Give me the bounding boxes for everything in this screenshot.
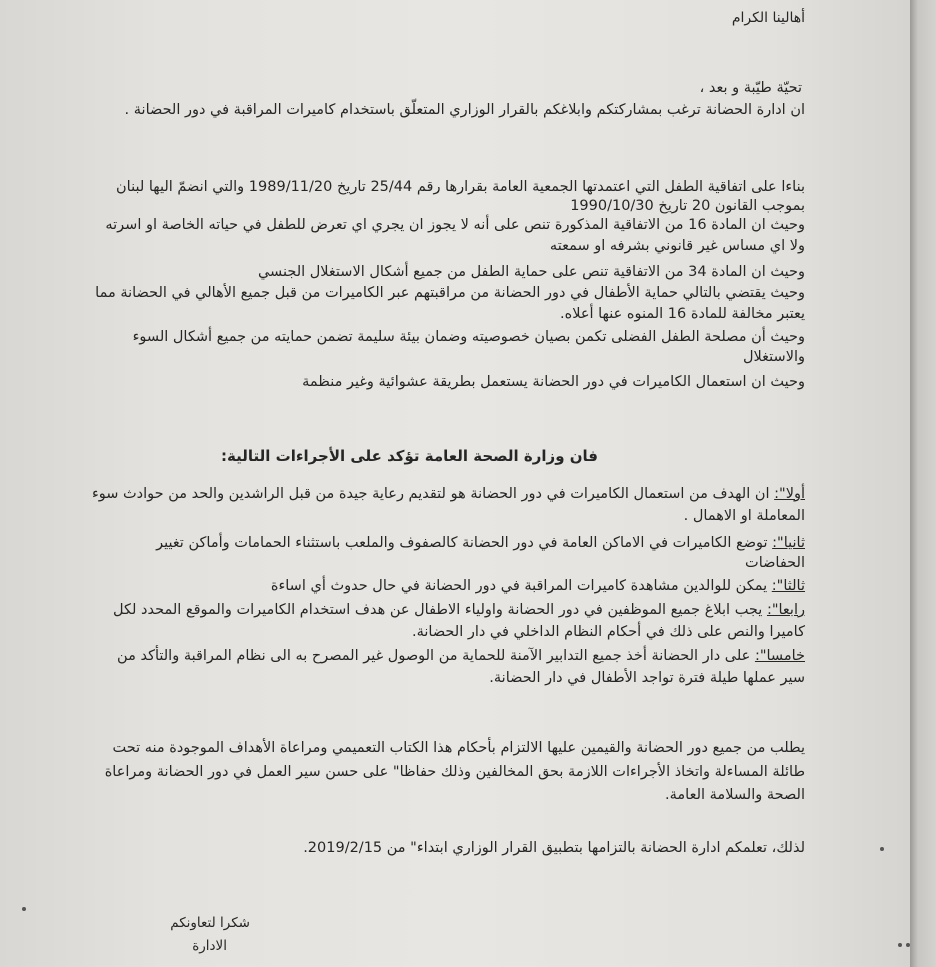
item-label: ثالثا": [771, 578, 805, 594]
item-4-cont: كاميرا والنص على ذلك في أحكام النظام الداخلي في دار الحضانة. [412, 624, 805, 640]
whereas-line: وحيث أن مصلحة الطفل الفضلى تكمن بصيان خصوصيته وضمان بيئة سليمة تضمن حمايته من جميع أشكال السوء [132, 329, 805, 345]
item-5-cont: سير عملها طيلة فترة تواجد الأطفال في دار الحضانة. [489, 670, 805, 686]
request-line: يطلب من جميع دور الحضانة والقيمين عليها الالتزام بأحكام هذا الكتاب التعميمي ومراعاة الأهداف الموجودة منه تحت [112, 740, 805, 756]
item-text: يمكن للوالدين مشاهدة كاميرات المراقبة في دور الحضانة في حال حدوث أي اساءة [270, 578, 768, 594]
item-label: خامسا": [754, 648, 805, 664]
whereas-line: بموجب القانون 20 تاريخ 1990/10/30 [570, 198, 805, 214]
item-text: توضع الكاميرات في الاماكن العامة في دور الحضانة كالصفوف والملعب باستثناء الحمامات وأماكن تغيير [156, 535, 768, 551]
whereas-line: وحيث ان المادة 16 من الاتفاقية المذكورة تنص على أنه لا يجوز ان يجري اي تعرض للطفل في حياته الخاصة او اسرته [105, 217, 805, 233]
item-2 [156, 533, 805, 553]
whereas-line: والاستغلال [742, 349, 805, 365]
signature-thanks: شكرا لتعاونكم [170, 915, 250, 931]
whereas-line: وحيث ان استعمال الكاميرات في دور الحضانة يستعمل بطريقة عشوائية وغير منظمة [302, 374, 805, 390]
item-2-cont: الحفاضات [745, 555, 805, 571]
greeting: أهالينا الكرام [731, 10, 805, 26]
intro-line: ان ادارة الحضانة ترغب بمشاركتكم وابلاغكم بالقرار الوزاري المتعلّق باستخدام كاميرات المراقبة في دور الحضانة . [124, 102, 805, 118]
item-text: ان الهدف من استعمال الكاميرات في دور الحضانة هو لتقديم رعاية جيدة من قبل الراشدين والحد من حوادث سوء [91, 486, 770, 502]
item-4 [113, 600, 805, 620]
page-speck [898, 943, 902, 947]
decision-heading: فان وزارة الصحة العامة تؤكد على الأجراءات التالية: [221, 447, 598, 465]
item-text: يجب ابلاغ جميع الموظفين في دور الحضانة واولياء الاطفال عن هدف استخدام الكاميرات والموقع المحدد لكل [113, 602, 763, 618]
signature-sender: الادارة [192, 938, 227, 954]
page-speck [22, 907, 26, 911]
page-speck [880, 847, 884, 851]
whereas-line: يعتبر مخالفة للمادة 16 المنوه عنها أعلاه. [559, 306, 805, 322]
item-1-cont: المعاملة او الاهمال . [683, 508, 805, 524]
conclusion: لذلك، تعلمكم ادارة الحضانة بالتزامها بتطبيق القرار الوزاري ابتداء" من 2019/2/15. [303, 840, 805, 856]
item-5 [117, 646, 805, 666]
item-text: على دار الحضانة أخذ جميع التدابير الآمنة للحماية من الوصول غير المصرح به الى نظام المراقبة والتأكد من [117, 648, 751, 664]
item-label: أولا": [774, 486, 805, 502]
paper-edge-shadow [910, 0, 936, 967]
salutation: تحيّة طيّبة و بعد ، [699, 80, 802, 96]
whereas-line: بناءا على اتفاقية الطفل التي اعتمدتها الجمعية العامة بقرارها رقم 25/44 تاريخ 1989/11/20 والتي انضمّ اليها لبنان [116, 179, 805, 195]
item-1 [92, 484, 805, 504]
item-3 [271, 576, 805, 596]
item-label: رابعا": [766, 602, 805, 618]
request-line: الصحة والسلامة العامة. [665, 787, 805, 803]
whereas-line: ولا اي مساس غير قانوني بشرفه او سمعته [549, 238, 805, 254]
whereas-line: وحيث ان المادة 34 من الاتفاقية تنص على حماية الطفل من جميع أشكال الاستغلال الجنسي [257, 264, 805, 280]
whereas-line: وحيث يقتضي بالتالي حماية الأطفال في دور الحضانة من مراقبتهم عبر الكاميرات من قبل جميع الأهالي في الحضانة مما [95, 285, 805, 301]
item-label: ثانيا": [772, 535, 805, 551]
request-line: طائلة المساءلة واتخاذ الأجراءات اللازمة بحق المخالفين وذلك حفاظا" على حسن سير العمل في دور الحضانة ومراعاة [104, 764, 805, 780]
